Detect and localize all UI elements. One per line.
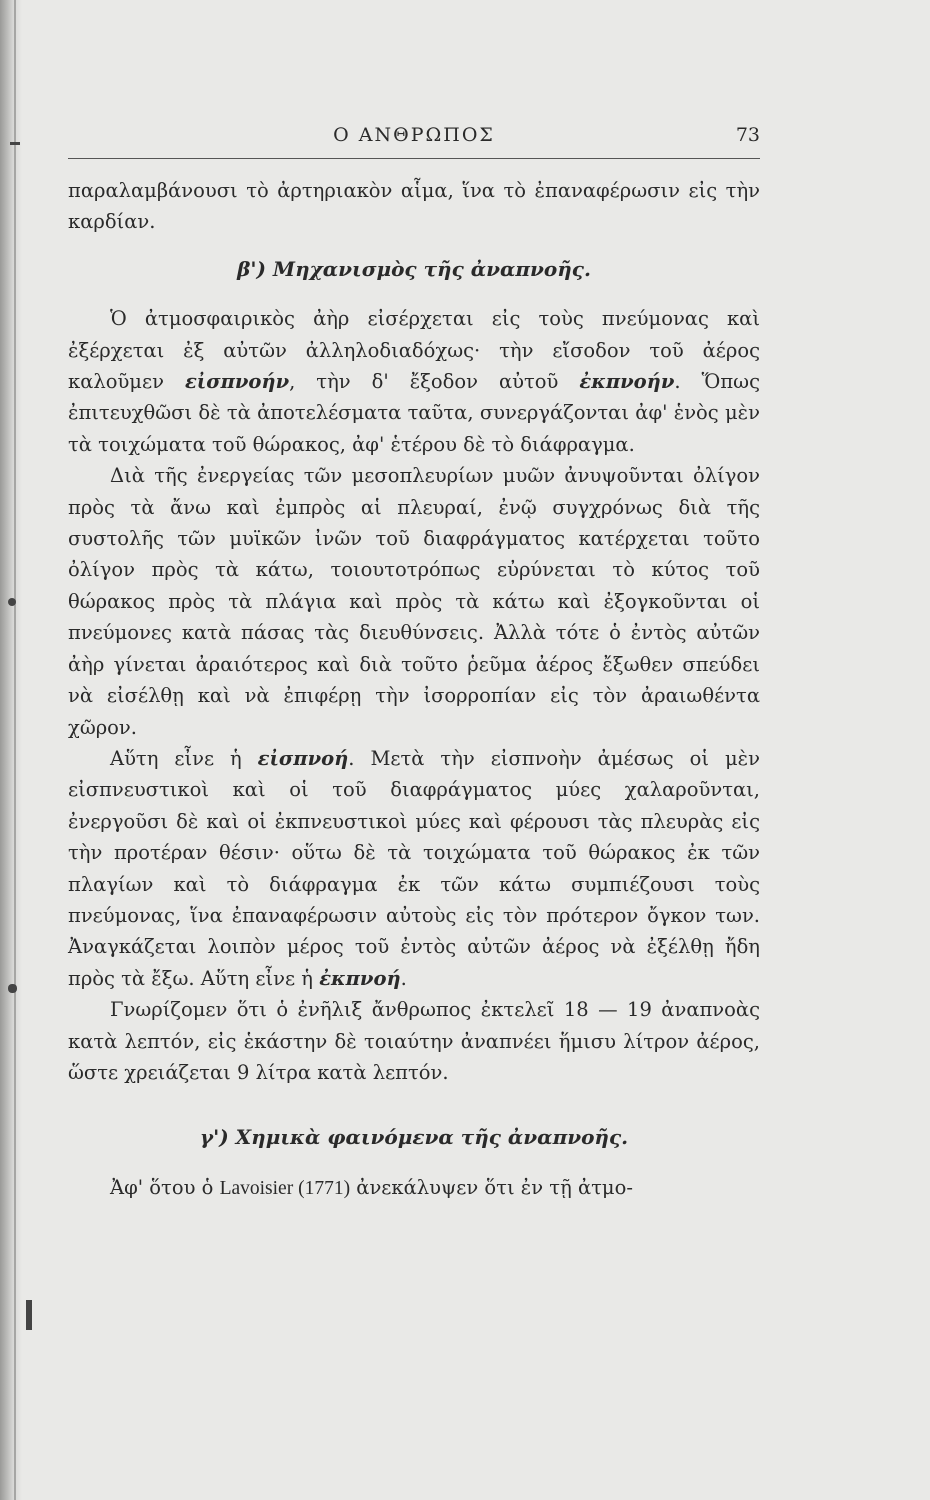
paragraph [68,743,760,994]
text-run: . Ὅπως ἐπιτευχθῶσι δὲ τὰ ἀποτελέσματα ταῦτα, συνεργάζονται ἀφ' ἑνὸς μὲν τὰ τοιχώματα τοῦ θώρακος, ἀφ' ἑτέρου δὲ τὸ διάφραγμα. [68,370,760,456]
text-run: . [400,966,407,990]
page-number: 73 [735,124,760,146]
page-edge-shadow [0,0,22,1500]
margin-mark [8,598,16,606]
paragraph [68,1172,760,1204]
text-run: Ἀφ' ὅτου ὁ [110,1175,220,1199]
page-header [68,118,760,159]
text-run: . Μετὰ τὴν εἰσπνοὴν ἀμέσως οἱ μὲν εἰσπνευστικοὶ καὶ οἱ τοῦ διαφράγματος μύες χαλαροῦνται, ἐνεργοῦσι δὲ καὶ οἱ ἐκπνευστικοὶ μύες καὶ φέρουσι τὰς πλευρὰς εἰς τὴν προτέραν θέσιν· οὕτω δὲ τὰ τοιχώματα τοῦ θώρακος ἐκ τῶν πλαγίων καὶ τὸ διάφραγμα ἐκ τῶν κάτω συμπιέζουσι τοὺς πνεύμονας, ἵνα ἐπαναφέρωσιν αὐτοὺς εἰς τὸν πρότερον ὄγκον των. Ἀναγκάζεται λοιπὸν μέρος τοῦ ἐντὸς αὐτῶν ἀέρος νὰ ἐξέλθῃ ἤδη πρὸς τὰ ἔξω. Αὕτη εἶνε ἡ [68,746,760,990]
section-heading: γ') Χημικὰ φαινόμενα τῆς ἀναπνοῆς. [199,1125,629,1150]
emphasis: εἰσπνοήν [184,370,290,394]
text-run: Αὕτη εἶνε ἡ [110,746,258,770]
section-heading: β') Μηχανισμὸς τῆς ἀναπνοῆς. [237,256,591,281]
emphasis: ἐκπνοή [319,966,401,990]
binding-edge [14,0,16,1500]
text-run: , τὴν δ' ἔξοδον αὐτοῦ [289,370,580,394]
running-title: Ο ΑΝΘΡΩΠΟΣ [333,124,495,146]
body-text [68,175,760,1204]
name-and-year: Lavoisier (1771) [219,1177,351,1199]
margin-mark [10,142,20,145]
paragraph [68,303,760,460]
paragraph: Γνωρίζομεν ὅτι ὁ ἐνῆλιξ ἄνθρωπος ἐκτελεῖ 18 — 19 ἀναπνοὰς κατὰ λεπτόν, εἰς ἑκάστην δὲ τοιαύτην ἀναπνέει ἥμισυ λίτρον ἀέρος, ὥστε χρειάζεται 9 λίτρα κατὰ λεπτόν. [68,998,760,1084]
margin-mark [8,984,17,993]
paragraph: Διὰ τῆς ἐνεργείας τῶν μεσοπλευρίων μυῶν ἀνυψοῦνται ὀλίγον πρὸς τὰ ἄνω καὶ ἐμπρὸς αἱ πλευραί, ἐνῷ συγχρόνως διὰ τῆς συστολῆς τῶν μυϊκῶν ἰνῶν τοῦ διαφράγματος κατέρχεται τοῦτο ὀλίγον πρὸς τὰ κάτω, τοιουτοτρόπως εὐρύνεται τὸ κύτος τοῦ θώρακος πρὸς τὰ πλάγια καὶ πρὸς τὰ κάτω καὶ ἐξογκοῦνται οἱ πνεύμονες κατὰ πάσας τὰς διευθύνσεις. Ἀλλὰ τότε ὁ ἐντὸς αὐτῶν ἀὴρ γίνεται ἀραιότερος καὶ διὰ τοῦτο ῥεῦμα ἀέρος ἔξωθεν σπεύδει νὰ εἰσέλθῃ καὶ νὰ ἐπιφέρῃ τὴν ἰσορροπίαν εἰς τὸν ἀραιωθέντα χῶρον. [68,464,760,739]
emphasis: εἰσπνοή [257,746,349,770]
text-run: Ὁ ἀτμοσφαιρικὸς ἀὴρ εἰσέρχεται εἰς τοὺς πνεύμονας καὶ ἐξέρχεται ἐξ αὐτῶν ἀλληλοδιαδόχως· τὴν εἴσοδον τοῦ ἀέρος καλοῦμεν [68,307,760,394]
paragraph: παραλαμβάνουσι τὸ ἀρτηριακὸν αἷμα, ἵνα τὸ ἐπαναφέρωσιν εἰς τὴν καρδίαν. [68,179,760,234]
text-run: ἀνεκάλυψεν ὅτι ἐν τῇ ἀτμο- [350,1175,633,1199]
emphasis: ἐκπνοήν [579,370,675,394]
book-page [68,118,760,1204]
margin-mark [26,1300,32,1330]
